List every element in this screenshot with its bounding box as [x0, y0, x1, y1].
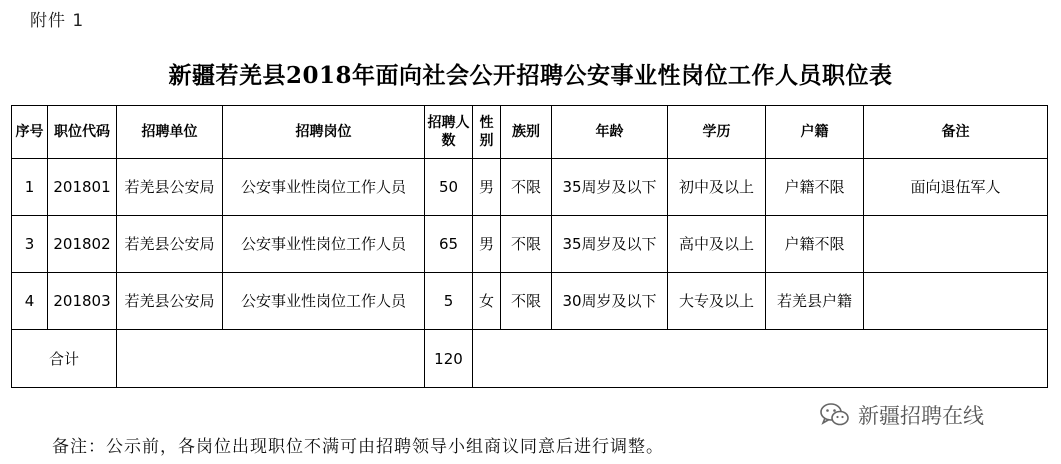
table-row	[12, 273, 1048, 330]
header-cell: 性别	[473, 106, 501, 159]
table-row	[12, 159, 1048, 216]
header-cell: 学历	[668, 106, 766, 159]
attachment-label: 附件 1	[30, 11, 85, 31]
table-cell: 户籍不限	[766, 216, 864, 273]
total-empty-cell	[473, 330, 1048, 388]
position-table	[11, 105, 1048, 388]
table-cell: 公安事业性岗位工作人员	[223, 216, 425, 273]
header-cell: 备注	[864, 106, 1048, 159]
table-cell: 201802	[48, 216, 117, 273]
table-cell: 不限	[501, 159, 552, 216]
table-cell: 公安事业性岗位工作人员	[223, 159, 425, 216]
table-cell: 3	[12, 216, 48, 273]
table-cell: 若羌县公安局	[117, 273, 223, 330]
table-cell	[864, 273, 1048, 330]
header-cell: 年龄	[552, 106, 668, 159]
table-cell: 男	[473, 216, 501, 273]
table-cell: 高中及以上	[668, 216, 766, 273]
table-row	[12, 216, 1048, 273]
header-cell: 职位代码	[48, 106, 117, 159]
table-cell: 30周岁及以下	[552, 273, 668, 330]
table-cell: 50	[425, 159, 473, 216]
header-cell: 序号	[12, 106, 48, 159]
table-cell: 5	[425, 273, 473, 330]
wechat-icon	[820, 402, 850, 428]
header-cell: 招聘岗位	[223, 106, 425, 159]
header-cell: 族别	[501, 106, 552, 159]
watermark-text: 新疆招聘在线	[858, 404, 984, 428]
total-empty-cell	[117, 330, 425, 388]
table-cell: 面向退伍军人	[864, 159, 1048, 216]
table-cell: 大专及以上	[668, 273, 766, 330]
table-cell: 若羌县公安局	[117, 159, 223, 216]
table-cell: 女	[473, 273, 501, 330]
table-cell: 若羌县户籍	[766, 273, 864, 330]
total-value: 120	[425, 330, 473, 388]
table-cell: 1	[12, 159, 48, 216]
table-cell: 公安事业性岗位工作人员	[223, 273, 425, 330]
table-cell: 35周岁及以下	[552, 216, 668, 273]
table-cell: 不限	[501, 216, 552, 273]
table-header-row	[12, 106, 1048, 159]
watermark	[820, 400, 984, 430]
header-cell: 招聘人数	[425, 106, 473, 159]
table-cell	[864, 216, 1048, 273]
table-cell: 初中及以上	[668, 159, 766, 216]
table-cell: 35周岁及以下	[552, 159, 668, 216]
table-cell: 若羌县公安局	[117, 216, 223, 273]
table-cell: 65	[425, 216, 473, 273]
table-cell: 男	[473, 159, 501, 216]
document-title: 新疆若羌县2018年面向社会公开招聘公安事业性岗位工作人员职位表	[168, 62, 893, 89]
table-cell: 201801	[48, 159, 117, 216]
footnote: 备注：公示前，各岗位出现职位不满可由招聘领导小组商议同意后进行调整。	[52, 437, 664, 457]
header-cell: 户籍	[766, 106, 864, 159]
header-cell: 招聘单位	[117, 106, 223, 159]
table-cell: 201803	[48, 273, 117, 330]
table-cell: 不限	[501, 273, 552, 330]
total-label: 合计	[12, 330, 117, 388]
table-cell: 4	[12, 273, 48, 330]
table-cell: 户籍不限	[766, 159, 864, 216]
total-row	[12, 330, 1048, 388]
